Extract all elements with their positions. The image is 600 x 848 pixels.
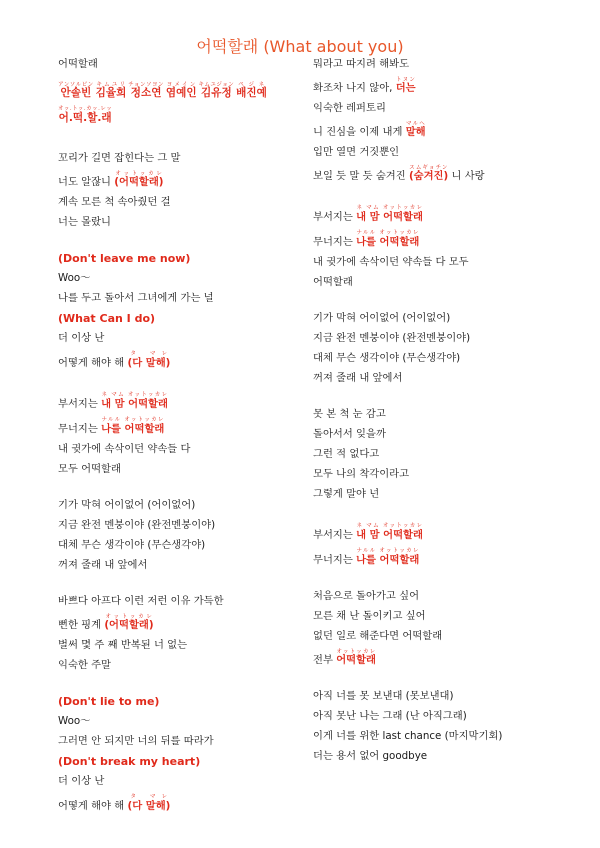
lyric-line: 더는 용서 없어 goodbye: [313, 750, 428, 762]
lyric-line: 뻔한 핑계 (어떡할래)オットッカレ: [58, 614, 154, 631]
lyric-line: 바쁘다 아프다 이런 저런 이유 가득한: [58, 595, 224, 607]
lyric-line: 꼬리가 길면 잡힌다는 그 말: [58, 152, 181, 164]
lyric-line: 그러면 안 되지만 너의 뒤를 따라가: [58, 735, 214, 747]
lyrics-column-left: [58, 57, 318, 819]
lyric-line: 어떻게 해야 해 (다 말해)タ マレ: [58, 351, 171, 369]
song-title-line: 어떡할래: [58, 58, 98, 70]
artist-yeom-yein: 염예인ヨメイン: [165, 82, 197, 99]
dont-break-line: (Don't break my heart): [58, 755, 201, 768]
lyric-line: 익숙한 주말: [58, 659, 112, 671]
chorus-line: 부서지는 내 맘 어떡할래ネ マム オットッカレ: [58, 392, 168, 410]
lyric-line: 못 본 척 눈 감고: [313, 408, 386, 420]
bridge-line: 꺼져 줄래 내 앞에서: [313, 372, 403, 384]
lyric-line: 계속 모른 척 속아줬던 걸: [58, 196, 171, 208]
bridge-line: 대체 무슨 생각이야 (무슨생각야): [313, 352, 461, 364]
lyric-line: 돌아서서 잊을까: [313, 428, 386, 440]
bridge-line: 지금 완전 멘붕이야 (완전멘붕이야): [58, 519, 216, 531]
lyrics-column-right: [313, 57, 573, 769]
artist-kim-yujin: 김유정キムユジョン: [198, 82, 235, 99]
lyric-line: 이게 너를 위한 last chance (마지막기회): [313, 730, 503, 742]
chorus-line: 무너지는 나를 어떡할래ナルル オットッカレ: [313, 230, 420, 248]
lyric-line: 벌써 몇 주 째 반복된 너 없는: [58, 639, 188, 651]
chorus-line: 무너지는 나를 어떡할래ナルル オットッカレ: [58, 417, 165, 435]
artist-bae-jinye: 배진예ペジネ: [236, 82, 267, 99]
chorus-line: 부서지는 내 맘 어떡할래ネ マム オットッカレ: [313, 205, 423, 223]
lyric-line: Woo～: [58, 272, 91, 284]
lyric-line: 모른 채 난 돌이키고 싶어: [313, 610, 426, 622]
what-can-line: (What Can I do): [58, 312, 156, 325]
bridge-line: 꺼져 줄래 내 앞에서: [58, 559, 148, 571]
chorus-line: 부서지는 내 맘 어떡할래ネ マム オットッカレ: [313, 523, 423, 541]
lyric-line: 전부 어떡할래オットッカレ: [313, 649, 376, 666]
chorus-line: 모두 어떡할래: [58, 463, 121, 475]
oddeokhallae-spaced-line: 어.떡.할.래オッ.トッ.カッ.レッ: [58, 106, 113, 124]
lyric-line: 어떻게 해야 해 (다 말해)タ マレ: [58, 794, 171, 812]
lyric-line: Woo～: [58, 715, 91, 727]
lyric-line: 익숙한 레퍼토리: [313, 102, 386, 114]
chorus-line: 내 귓가에 속삭이던 약속들 다: [58, 443, 191, 455]
chorus-line: 무너지는 나를 어떡할래ナルル オットッカレ: [313, 548, 420, 566]
lyric-line: 더 이상 난: [58, 332, 105, 344]
lyric-line: 너도 알잖니 (어떡할래)オットッカレ: [58, 171, 164, 188]
bridge-line: 지금 완전 멘붕이야 (완전멘붕이야): [313, 332, 471, 344]
lyric-line: 보일 듯 말 듯 숨겨진 (숨겨진)スムギョチン 니 사랑: [313, 165, 485, 182]
lyric-line: 너는 몰랐니: [58, 216, 112, 228]
lyric-line: 뭐라고 따지려 해봐도: [313, 58, 410, 70]
lyric-line: 나를 두고 돌아서 그녀에게 가는 널: [58, 292, 214, 304]
lyric-line: 아직 못난 나는 그래 (난 아직그래): [313, 710, 467, 722]
bridge-line: 기가 막혀 어이없어 (어이없어): [313, 312, 451, 324]
lyric-line: 모두 나의 착각이라고: [313, 468, 410, 480]
dont-leave-line: (Don't leave me now): [58, 252, 191, 265]
lyric-line: 아직 너를 못 보낸대 (못보낸대): [313, 690, 454, 702]
chorus-line: 내 귓가에 속삭이던 약속들 다 모두: [313, 256, 469, 268]
page-title: 어떡할래 (What about you): [196, 37, 404, 56]
bridge-line: 기가 막혀 어이없어 (어이없어): [58, 499, 196, 511]
lyric-line: 더 이상 난: [58, 775, 105, 787]
lyric-line: 그런 적 없다고: [313, 448, 380, 460]
artists-line: [58, 82, 318, 101]
chorus-line: 어떡할래: [313, 276, 353, 288]
lyric-line: 화조차 나지 않아, 더는トヌン: [313, 77, 416, 94]
lyric-line: 니 진심을 이제 내게 말해マルヘ: [313, 121, 426, 138]
bridge-line: 대체 무슨 생각이야 (무슨생각야): [58, 539, 206, 551]
lyric-line: 처음으로 돌아가고 싶어: [313, 590, 420, 602]
dont-lie-line: (Don't lie to me): [58, 695, 160, 708]
lyric-line: 입만 열면 거짓뿐인: [313, 146, 400, 158]
artist-jung-soyeon: 정소연チョンソヨン: [128, 82, 165, 99]
artist-ahn-solbin: 안솔빈アンソルビン: [58, 82, 94, 99]
lyric-line: 없던 일로 해준다면 어떡할래: [313, 630, 443, 642]
lyric-line: 그렇게 말야 넌: [313, 488, 380, 500]
artist-kim-yulhee: 김율희キムユリ: [95, 82, 127, 99]
